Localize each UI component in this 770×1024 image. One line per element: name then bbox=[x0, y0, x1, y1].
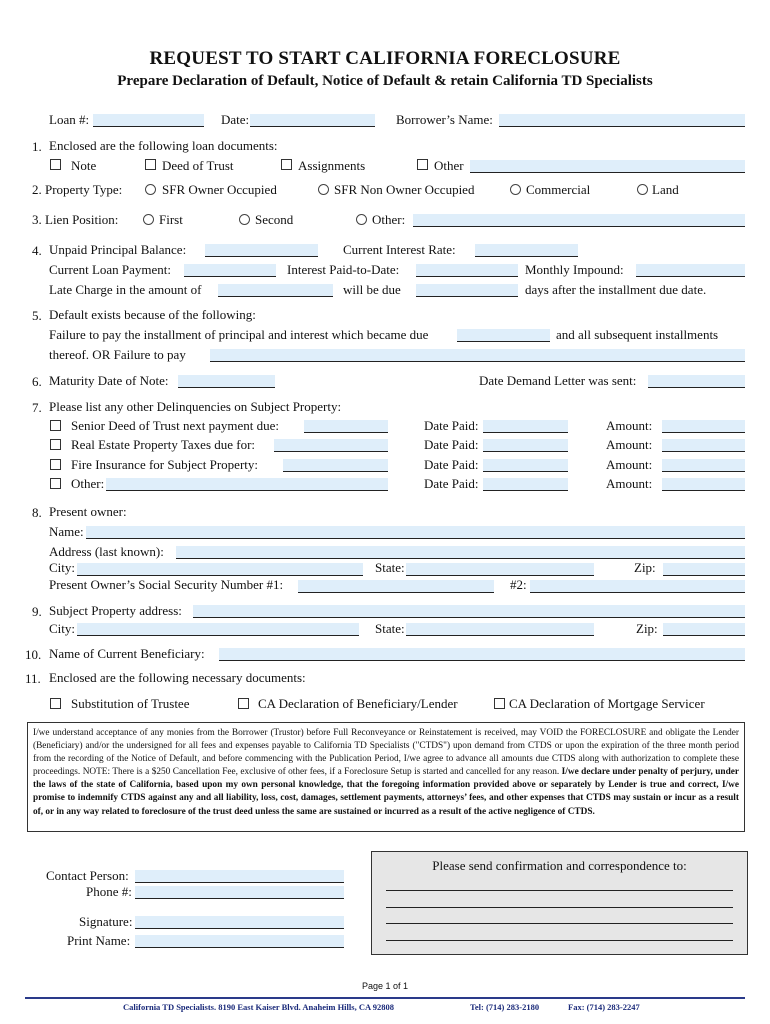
loan-number-field[interactable] bbox=[93, 114, 204, 127]
senior-dot-checkbox[interactable] bbox=[50, 420, 61, 431]
correspondence-line-2[interactable] bbox=[386, 907, 733, 908]
failure-other-label: thereof. OR Failure to pay bbox=[49, 347, 186, 362]
date-paid-label: Date Paid: bbox=[424, 476, 479, 491]
date-paid-label: Date Paid: bbox=[424, 457, 479, 472]
late-charge-field[interactable] bbox=[218, 284, 333, 297]
owner-zip-field[interactable] bbox=[663, 563, 745, 576]
amount-label: Amount: bbox=[606, 437, 653, 452]
upb-label: Unpaid Principal Balance: bbox=[49, 242, 187, 257]
signature-field[interactable] bbox=[135, 916, 344, 929]
fire-insurance-date-paid[interactable] bbox=[483, 459, 568, 472]
footer-tel: Tel: (714) 283-2180 bbox=[470, 1002, 540, 1012]
taxes-label: Real Estate Property Taxes due for: bbox=[71, 437, 256, 452]
property-state-label: State: bbox=[375, 621, 405, 636]
senior-dot-label: Senior Deed of Trust next payment due: bbox=[71, 418, 279, 433]
section-11-label: Enclosed are the following necessary documents: bbox=[49, 670, 306, 685]
first-lien-label: First bbox=[159, 212, 183, 227]
property-city-label: City: bbox=[49, 621, 76, 636]
footer-rule bbox=[25, 997, 745, 999]
correspondence-line-3[interactable] bbox=[386, 923, 733, 924]
section-5-label: Default exists because of the following: bbox=[49, 307, 256, 322]
other-delinquency-date-paid[interactable] bbox=[483, 478, 568, 491]
borrower-label: Borrower’s Name: bbox=[396, 112, 493, 127]
other-lien-field[interactable] bbox=[413, 214, 745, 227]
days-after-label: days after the installment due date. bbox=[525, 282, 707, 297]
note-label: Note bbox=[71, 158, 97, 173]
page-number: Page 1 of 1 bbox=[361, 981, 409, 991]
interest-rate-field[interactable] bbox=[475, 244, 578, 257]
subsequent-label: and all subsequent installments bbox=[556, 327, 719, 342]
monthly-impound-field[interactable] bbox=[636, 264, 745, 277]
loan-payment-field[interactable] bbox=[184, 264, 276, 277]
declaration-beneficiary-label: CA Declaration of Beneficiary/Lender bbox=[258, 696, 458, 711]
borrower-name-field[interactable] bbox=[499, 114, 745, 127]
section-11-number: 11. bbox=[25, 671, 41, 686]
other-doc-field[interactable] bbox=[470, 160, 745, 173]
loan-label: Loan #: bbox=[49, 112, 90, 127]
section-7-number: 7. bbox=[32, 400, 42, 415]
page-subtitle: Prepare Declaration of Default, Notice of Default & retain California TD Specialists bbox=[117, 73, 653, 89]
property-city-field[interactable] bbox=[77, 623, 359, 636]
property-state-field[interactable] bbox=[406, 623, 594, 636]
other-delinquency-checkbox[interactable] bbox=[50, 478, 61, 489]
property-zip-label: Zip: bbox=[636, 621, 658, 636]
fire-insurance-checkbox[interactable] bbox=[50, 459, 61, 470]
substitution-checkbox[interactable] bbox=[50, 698, 61, 709]
section-8-number: 8. bbox=[32, 505, 42, 520]
taxes-field[interactable] bbox=[274, 439, 388, 452]
beneficiary-field[interactable] bbox=[219, 648, 745, 661]
owner-state-label: State: bbox=[375, 560, 405, 575]
assignments-label: Assignments bbox=[298, 158, 366, 173]
section-1-label: Enclosed are the following loan documents: bbox=[49, 138, 278, 153]
section-1-number: 1. bbox=[32, 139, 42, 154]
deed-of-trust-checkbox[interactable] bbox=[145, 159, 156, 170]
section-4-number: 4. bbox=[32, 243, 42, 258]
property-zip-field[interactable] bbox=[663, 623, 745, 636]
taxes-date-paid[interactable] bbox=[483, 439, 568, 452]
due-label: will be due bbox=[343, 282, 401, 297]
land-label: Land bbox=[652, 182, 679, 197]
maturity-date-field[interactable] bbox=[178, 375, 275, 388]
declaration-beneficiary-checkbox[interactable] bbox=[238, 698, 249, 709]
demand-letter-label: Date Demand Letter was sent: bbox=[479, 373, 637, 388]
senior-dot-amount[interactable] bbox=[662, 420, 745, 433]
taxes-checkbox[interactable] bbox=[50, 439, 61, 450]
notice-declaration: I/we declare under penalty of perjury, under the laws of the state of California, based upon my own personal knowledge, that the foregoing information provided above or separately by Lender is true and correct, I/we promise to indemnify CTDS against any and all liability, loss, cost, damages, settlement payments, attorneys’ fees, and other expenses that CTDS may sustain or incur as a result of, or in any way related to foreclosure of the trust deed unless the same are sustained or incurred as a result of the active negligence of CTDS. bbox=[33, 767, 739, 817]
contact-person-field[interactable] bbox=[135, 870, 344, 883]
fire-insurance-field[interactable] bbox=[283, 459, 388, 472]
monthly-impound-label: Monthly Impound: bbox=[525, 262, 624, 277]
footer-address: California TD Specialists. 8190 East Kaiser Blvd. Anaheim Hills, CA 92808 bbox=[123, 1002, 395, 1012]
commercial-label: Commercial bbox=[526, 182, 591, 197]
interest-rate-label: Current Interest Rate: bbox=[343, 242, 456, 257]
sfr-owner-radio[interactable] bbox=[145, 184, 156, 195]
paid-to-date-field[interactable] bbox=[416, 264, 518, 277]
other-lien-label: Other: bbox=[372, 212, 406, 227]
legal-notice bbox=[27, 722, 745, 832]
phone-field[interactable] bbox=[135, 886, 344, 899]
section-9-number: 9. bbox=[32, 604, 42, 619]
land-radio[interactable] bbox=[637, 184, 648, 195]
sfr-owner-label: SFR Owner Occupied bbox=[162, 182, 277, 197]
signature-label: Signature: bbox=[79, 914, 133, 929]
commercial-radio[interactable] bbox=[510, 184, 521, 195]
date-field[interactable] bbox=[250, 114, 375, 127]
date-label: Date: bbox=[221, 112, 250, 127]
correspondence-title: Please send confirmation and correspondence to: bbox=[432, 858, 687, 873]
correspondence-box bbox=[371, 851, 748, 955]
owner-city-field[interactable] bbox=[77, 563, 363, 576]
installment-due-field[interactable] bbox=[457, 329, 550, 342]
beneficiary-label: Name of Current Beneficiary: bbox=[49, 646, 205, 661]
amount-label: Amount: bbox=[606, 476, 653, 491]
other-delinquency-field[interactable] bbox=[106, 478, 388, 491]
print-name-field[interactable] bbox=[135, 935, 344, 948]
other-delinquency-amount[interactable] bbox=[662, 478, 745, 491]
correspondence-line-1[interactable] bbox=[386, 890, 733, 891]
owner-ssn1-field[interactable] bbox=[298, 580, 494, 593]
phone-label: Phone #: bbox=[86, 884, 132, 899]
footer-fax: Fax: (714) 283-2247 bbox=[568, 1002, 640, 1012]
section-5-number: 5. bbox=[32, 308, 42, 323]
owner-name-field[interactable] bbox=[86, 526, 745, 539]
sfr-non-owner-radio[interactable] bbox=[318, 184, 329, 195]
failure-other-field[interactable] bbox=[210, 349, 745, 362]
assignments-checkbox[interactable] bbox=[281, 159, 292, 170]
other-delinquency-label: Other: bbox=[71, 476, 105, 491]
owner-ssn-label: Present Owner’s Social Security Number #1: bbox=[49, 577, 284, 592]
amount-label: Amount: bbox=[606, 457, 653, 472]
notice-text: I/we understand acceptance of any monies from the Borrower (Trustor) before Full Reconveyance or Reinstatement is received, may VOID the FORECLOSURE and obligate the Lender (Beneficiary) and/or the undersigned for all fees and expenses payable to California TD Specialists ("CTDS") upon demand from CTDS or upon the expiration of the three month period from the recording of the Notice of Default, and before commencing with the Publication Period, I/we agree to advance all amounts due CTDS along with authorization to complete these proceedings. NOTE: There is a $250 Cancellation Fee, exclusive of other fees, if a Foreclosure Setup is started and cancelled for any reason. bbox=[33, 728, 739, 778]
upb-field[interactable] bbox=[205, 244, 318, 257]
paid-to-date-label: Interest Paid-to-Date: bbox=[287, 262, 400, 277]
fire-insurance-amount[interactable] bbox=[662, 459, 745, 472]
date-paid-label: Date Paid: bbox=[424, 418, 479, 433]
amount-label: Amount: bbox=[606, 418, 653, 433]
section-6-number: 6. bbox=[32, 374, 42, 389]
senior-dot-field[interactable] bbox=[304, 420, 388, 433]
correspondence-line-4[interactable] bbox=[386, 940, 733, 941]
contact-person-label: Contact Person: bbox=[46, 868, 129, 883]
section-7-label: Please list any other Delinquencies on Subject Property: bbox=[49, 399, 342, 414]
declaration-servicer-label: CA Declaration of Mortgage Servicer bbox=[509, 696, 705, 711]
taxes-amount[interactable] bbox=[662, 439, 745, 452]
late-days-field[interactable] bbox=[416, 284, 518, 297]
present-owner-label: Present owner: bbox=[49, 504, 127, 519]
note-checkbox[interactable] bbox=[50, 159, 61, 170]
failure-to-pay-label: Failure to pay the installment of principal and interest which became due bbox=[49, 327, 429, 342]
late-charge-label: Late Charge in the amount of bbox=[49, 282, 202, 297]
second-lien-radio[interactable] bbox=[239, 214, 250, 225]
substitution-label: Substitution of Trustee bbox=[71, 696, 190, 711]
other-doc-checkbox[interactable] bbox=[417, 159, 428, 170]
owner-state-field[interactable] bbox=[406, 563, 594, 576]
owner-address-label: Address (last known): bbox=[49, 544, 164, 559]
maturity-date-label: Maturity Date of Note: bbox=[49, 373, 169, 388]
other-lien-radio[interactable] bbox=[356, 214, 367, 225]
lien-position-label: 3. Lien Position: bbox=[32, 212, 119, 227]
subject-property-field[interactable] bbox=[193, 605, 745, 618]
owner-zip-label: Zip: bbox=[634, 560, 656, 575]
owner-address-field[interactable] bbox=[176, 546, 745, 559]
sfr-non-owner-label: SFR Non Owner Occupied bbox=[334, 182, 475, 197]
page-title: REQUEST TO START CALIFORNIA FORECLOSURE bbox=[149, 48, 621, 69]
date-paid-label: Date Paid: bbox=[424, 437, 479, 452]
first-lien-radio[interactable] bbox=[143, 214, 154, 225]
print-name-label: Print Name: bbox=[67, 933, 131, 948]
second-lien-label: Second bbox=[255, 212, 294, 227]
owner-ssn2-label: #2: bbox=[510, 577, 527, 592]
declaration-servicer-checkbox[interactable] bbox=[494, 698, 505, 709]
section-10-number: 10. bbox=[25, 647, 42, 662]
senior-dot-date-paid[interactable] bbox=[483, 420, 568, 433]
property-type-label: 2. Property Type: bbox=[32, 182, 123, 197]
other-doc-label: Other bbox=[434, 158, 464, 173]
deed-of-trust-label: Deed of Trust bbox=[162, 158, 234, 173]
owner-name-label: Name: bbox=[49, 524, 84, 539]
subject-property-label: Subject Property address: bbox=[49, 603, 182, 618]
loan-payment-label: Current Loan Payment: bbox=[49, 262, 172, 277]
demand-letter-field[interactable] bbox=[648, 375, 745, 388]
fire-insurance-label: Fire Insurance for Subject Property: bbox=[71, 457, 259, 472]
owner-ssn2-field[interactable] bbox=[530, 580, 745, 593]
owner-city-label: City: bbox=[49, 560, 76, 575]
